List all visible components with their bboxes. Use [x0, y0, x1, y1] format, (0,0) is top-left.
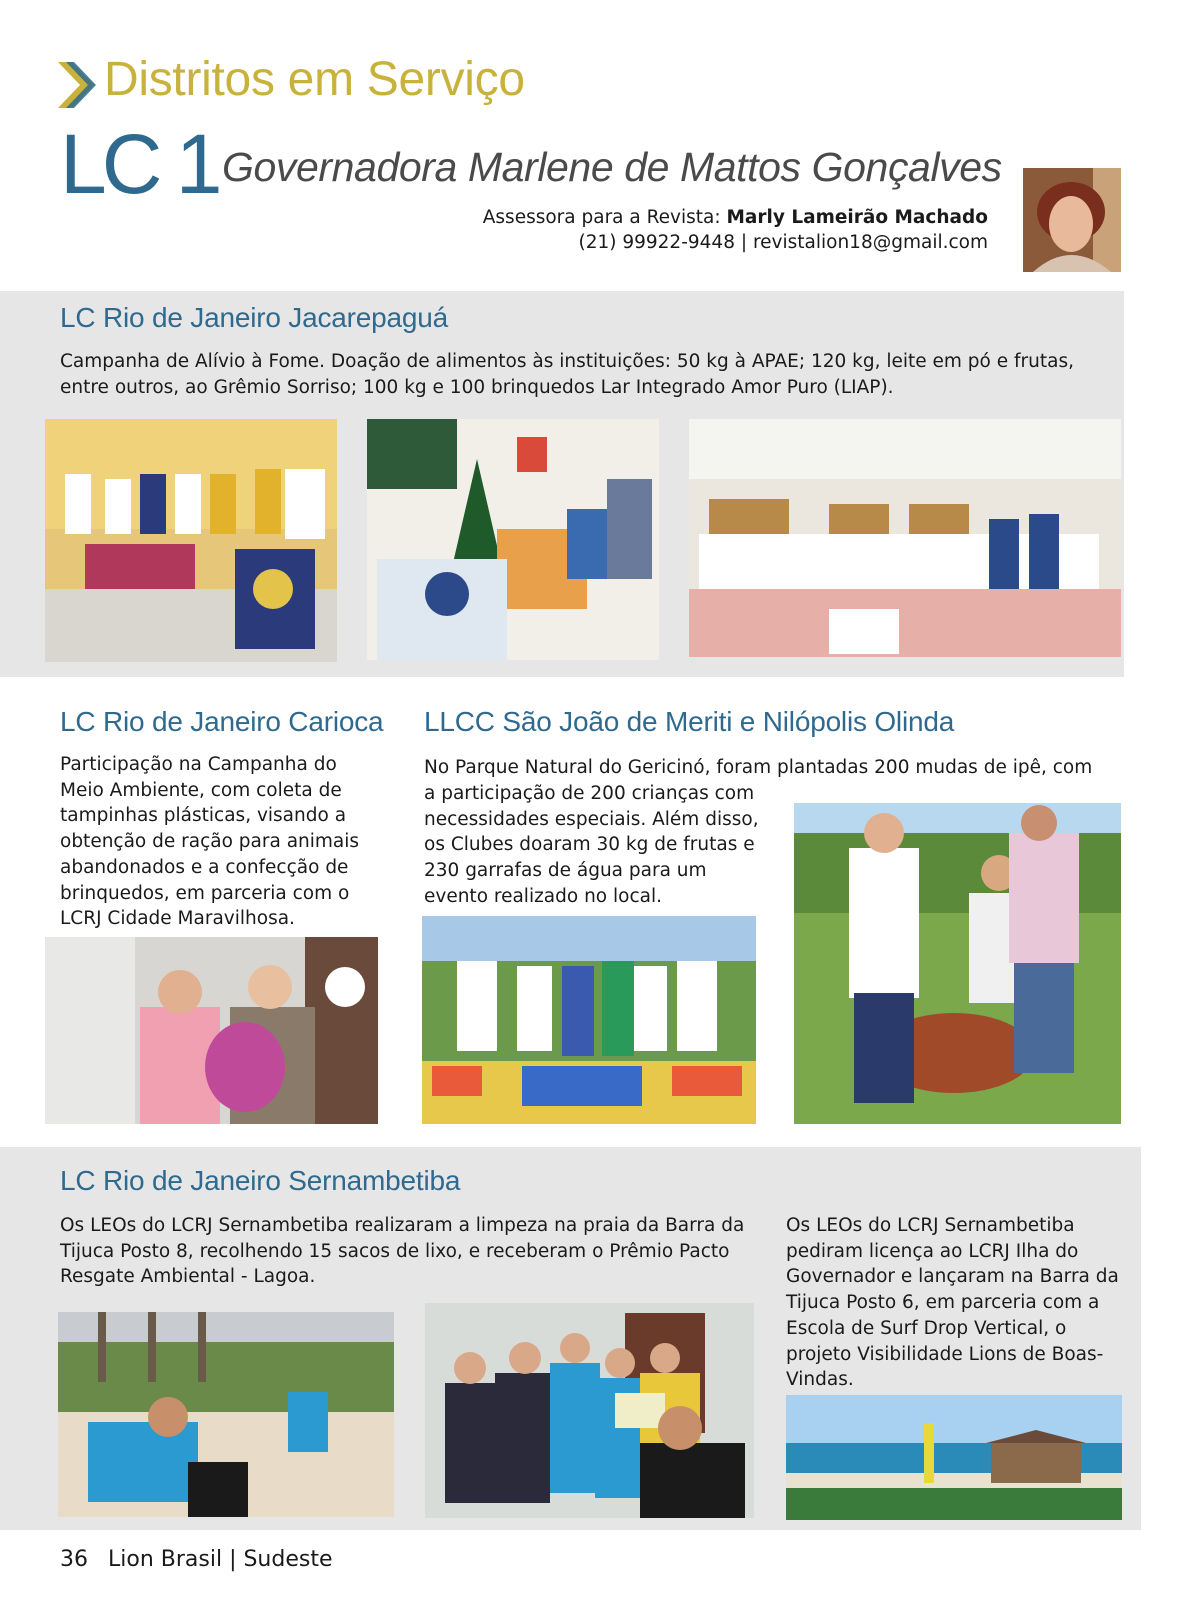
district-label: LC 1 — [60, 117, 218, 211]
section-text-sernambetiba-right: Os LEOs do LCRJ Sernambetiba pediram licença ao LCRJ Ilha do Governador e lançaram na Barra da Tijuca Posto 6, em parceria com a Escola de Surf Drop Vertical, o projeto Visibilidade Lions de Boas-Vindas. — [786, 1215, 1119, 1391]
section-text-jacarepagua: Campanha de Alívio à Fome. Doação de alimentos às instituições: 50 kg à APAE; 120 kg, leite em pó e frutas, entre outros, ao Grêmio Sorriso; 100 kg e 100 brinquedos Lar Integrado Amor Puro (LIAP). — [60, 351, 1074, 398]
photo-sernambetiba-beach — [786, 1395, 1122, 1520]
page-number: 36 — [60, 1547, 88, 1572]
assessor-label: Assessora para a Revista: — [482, 207, 721, 228]
section-title-sernambetiba: LC Rio de Janeiro Sernambetiba — [60, 1165, 461, 1196]
photo-sernambetiba-beach-cleanup — [58, 1312, 394, 1517]
assessor-contact: (21) 99922-9448 | revistalion18@gmail.com — [578, 232, 988, 253]
assessor-block — [483, 205, 988, 255]
photo-meriti-planting — [794, 803, 1121, 1124]
governor-portrait — [1023, 168, 1121, 272]
photo-jacarepagua-2 — [367, 419, 659, 660]
section-text-carioca: Participação na Campanha do Meio Ambiente, com coleta de tampinhas plásticas, visando a obtenção de ração para animais abandonados e a confecção de brinquedos, em parceria com o LCRJ Cidade Maravilhosa. — [60, 754, 360, 930]
section-text-meriti: a participação de 200 crianças com necessidades especiais. Além disso, os Clubes doaram 30 kg de frutas e 230 garrafas de água para um evento realizado no local. — [424, 783, 759, 907]
photo-jacarepagua-3 — [689, 419, 1121, 657]
assessor-line — [483, 205, 988, 230]
chevron-icon — [58, 62, 98, 108]
photo-carioca — [45, 937, 378, 1124]
section-text-sernambetiba-left: Os LEOs do LCRJ Sernambetiba realizaram a limpeza na praia da Barra da Tijuca Posto 8, recolhendo 15 sacos de lixo, e receberam o Prêmio Pacto Resgate Ambiental - Lagoa. — [60, 1215, 745, 1288]
page-section-title: Distritos em Serviço — [104, 53, 525, 106]
assessor-name: Marly Lameirão Machado — [726, 207, 988, 228]
section-title-jacarepagua: LC Rio de Janeiro Jacarepaguá — [60, 302, 449, 333]
photo-meriti-group — [422, 916, 756, 1124]
page-footer — [60, 1547, 333, 1572]
photo-sernambetiba-award — [425, 1303, 754, 1518]
governor-name: Governadora Marlene de Mattos Gonçalves — [222, 144, 1002, 190]
section-title-meriti: LLCC São João de Meriti e Nilópolis Olinda — [424, 706, 955, 737]
section-text-meriti-line1: No Parque Natural do Gericinó, foram plantadas 200 mudas de ipê, com — [424, 757, 1093, 778]
section-title-carioca: LC Rio de Janeiro Carioca — [60, 706, 384, 737]
publication-name: Lion Brasil | Sudeste — [108, 1547, 333, 1572]
photo-jacarepagua-1 — [45, 419, 337, 662]
